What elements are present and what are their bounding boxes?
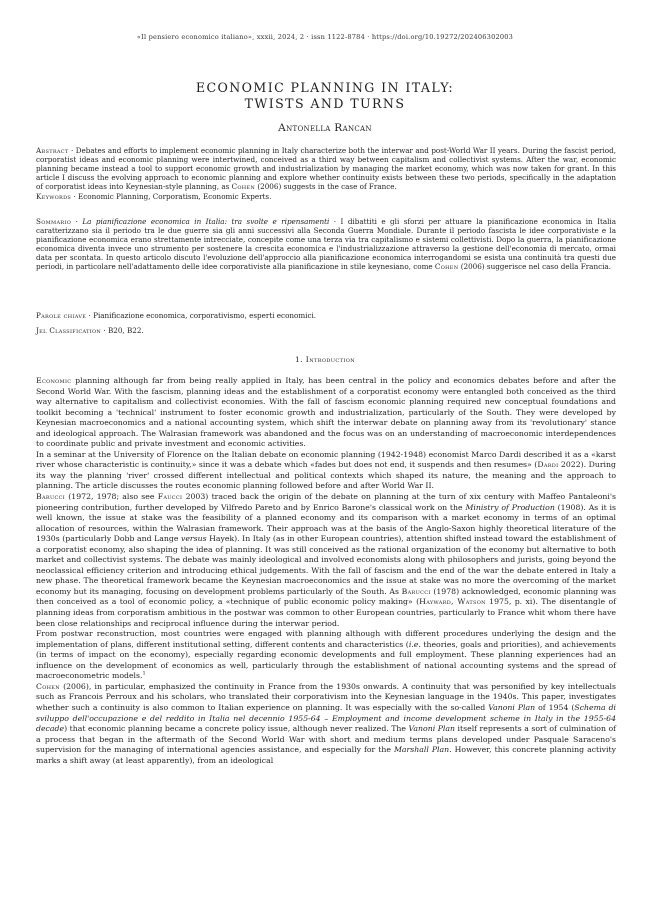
keywords-label: Keywords xyxy=(36,192,72,201)
title-line-2: TWISTS AND TURNS xyxy=(244,96,406,111)
section-heading: 1. Introduction xyxy=(294,355,356,364)
sommario-text: I dibattiti e gli sforzi per attuare la pianificazione economica in Italia caratterizzano sia il periodo tra le due guerre sia gli anni successivi alla Seconda Guerra Mondiale. Durante il periodo fascista le idee corporativiste e la pianificazione economica erano strettamente intrecciate, concepite come una terza via tra capitalismo e sistemi collettivisti. Dopo la guerra, la pianificazione economica diventa invece uno strumento per sostenere la crescita economica e l'industrializzazione attraverso la gestione dell'economia di mercato, ormai data per scontata. In questo articolo discuto l'evoluzione dell'approccio alla pianificazione economica interrogandomi se esista una continuità tra questi due periodi, in particolare nell'adattamento delle idee corporativiste alla pianificazione in stile keynesiano, come xyxy=(36,217,617,271)
sommario: Sommario · La pianificazione economica in Italia: tra svolte e ripensamenti · I dibattiti e gli sforzi per attuare la pianificazione economica in Italia caratterizzano sia il periodo tra le due guerre sia gli anni successivi alla Seconda Guerra Mondiale. Durante il periodo fascista le idee corporativiste e la pianificazione economica erano strettamente intrecciate, concepite come una terza via tra capitalismo e sistemi collettivisti. Dopo la guerra, la pianificazione economica diventa invece uno strumento per sostenere la crescita economica e l'industrializzazione attraverso la gestione dell'economia di mercato, ormai data per scontata. In questo articolo discuto l'evoluzione dell'approccio alla pianificazione economica interrogandomi se esista una continuità tra questi due periodi, in particolare nell'adattamento delle idee corporativiste alla pianificazione in stile keynesiano, come Cohen (2006) suggerisce nel caso della Francia. xyxy=(36,217,617,271)
title-line-1: ECONOMIC PLANNING IN ITALY: xyxy=(195,80,455,95)
keywords: Keywords · Economic Planning, Corporatism, Economic Experts. xyxy=(36,192,272,201)
citation: Barucci xyxy=(36,492,66,502)
jel-label: Jel Classification xyxy=(36,326,102,335)
citation: Faucci xyxy=(157,492,183,502)
paragraph-5: Cohen (2006), in particular, emphasized the continuity in France from the 1930s onwards. A continuity that was personified by key intellectuals such as Francois Perroux and his scholars, who translated their corporativism into the Keynesian language in the 1940s. This paper, investigates whether such a continuity is also common to Italian experience on planning. It was especially with the so-called Vanoni Plan of 1954 (Schema di sviluppo dell'occupazione e del reddito in Italia nel decennio 1955-64 – Employment and income development scheme in Italy in the 1955-64 decade) that economic planning became a concrete policy issue, although never realized. The Vanoni Plan itself represents a sort of culmination of a process that began in the aftermath of the Second World War with short and medium terms plans developed under Pasquale Saraceno's supervision for the managing of international agencies assistance, and especially for the Marshall Plan. However, this concrete planning activity marks a shift away (at least apparently), from an ideological xyxy=(36,681,617,765)
sommario-italian-title: La pianificazione economica in Italia: tra svolte e ripensamenti xyxy=(82,217,330,226)
article-title xyxy=(0,80,650,112)
abstract-label: Abstract xyxy=(36,146,69,155)
jel-text: B20, B22. xyxy=(107,326,144,335)
paragraph-1: Economic planning although far from being really applied in Italy, has been central in the policy and economics debates before and after the Second World War. With the fascism, planning ideas and the establishment of a corporatist economy were entangled both conceived as the third way alternative to capitalism and collectivist economies. With the fall of fascism economic planning required new conceptual foundations and toolkit becoming a 'technical' instrument to foster economic growth and industrialization, particularly of the South. They were developed by Keynesian macroeconomics and a national accounting system, which shift the interwar debate on planning away from its 'revolutionary' stance and ideological approach. The Walrasian framework was abandoned and the focus was on an understanding of macroeconomic interdependences to coordinate public and private investment and economic activities. xyxy=(36,376,616,449)
body-text xyxy=(36,376,616,766)
paragraph-3: Barucci (1972, 1978; also see Faucci 2003) traced back the origin of the debate on planning at the turn of xix century with Maffeo Pantaleoni's pioneering contribution, further developed by Vilfredo Pareto and by Enrico Barone's classical work on the Ministry of Production (1908). As it is well known, the issue at stake was the feasibility of a planned economy and its comparison with a market economy in terms of an optimal allocation of resources, within the Walrasian framework. Their approach was at the basis of the Anglo-Saxon highly theoretical literature of the 1930s (particularly Dobb and Lange versus Hayek). In Italy (as in other European countries), attention shifted instead toward the establishment of a corporatist economy, also shaping the idea of planning. It was still conceived as the rational organization of the economy but alternative to both market and collectivist systems. The debate was mainly ideological and involved economists along with philosophers and jurists, going beyond the neoclassical efficiency criterion and introducing ethical judgements. With the fall of fascism and the end of the war the debate entered in Italy a new phase. The theoretical framework became the Keynesian macroeconomics and the issue at stake was no more the overcoming of the market economy but its managing, focusing on development problems particularly of the South. As Barucci (1978) acknowledged, economic planning was then conceived as a tool of economic policy, a «technique of public economic policy making» (Hayward, Watson 1975, p. xi). The disentangle of planning ideas from corporatism ambitious in the postwar was common to other European countries, particularly to France whit whom there have been close relationships and reciprocal influence during the interwar period. xyxy=(36,492,616,628)
jel-classification: Jel Classification · B20, B22. xyxy=(36,326,144,335)
footnote-marker[interactable]: 1 xyxy=(142,670,146,677)
abstract-text: Debates and efforts to implement economic planning in Italy characterize both the interwar and post-World War II years. During the fascist period, corporatist ideas and economic planning were intertwined, conceived as a third way between capitalism and collectivist systems. After the war, economic planning became instead a tool to support economic growth and industrialization by managing the market economy, which was now taken for grant. In this article I discuss the evolving approach to economic planning and explore whether continuity exists between these two periods, specifically in the adaptation of corporatist ideas into Keynesian-style planning, as xyxy=(36,146,617,191)
citation: Cohen xyxy=(231,181,256,191)
citation: Barucci xyxy=(401,586,431,596)
parole-label: Parole chiave xyxy=(36,311,87,320)
abstract: Abstract · Debates and efforts to implement economic planning in Italy characterize both the interwar and post-World War II years. During the fascist period, corporatist ideas and economic planning were intertwined, conceived as a third way between capitalism and collectivist systems. After the war, economic planning became instead a tool to support economic growth and industrialization by managing the market economy, which was now taken for grant. In this article I discuss the evolving approach to economic planning and explore whether continuity exists between these two periods, specifically in the adaptation of corporatist ideas into Keynesian-style planning, as Cohen (2006) suggests in the case of France. xyxy=(36,146,617,191)
citation: Hayward, Watson xyxy=(419,597,486,607)
citation: Cohen xyxy=(36,681,60,691)
paragraph-2: In a seminar at the University of Florence on the Italian debate on economic planning (1942-1948) economist Marco Dardi described it as a «karst river whose characteristic is continuity,» since it was a debate which «fades but does not end, it suspends and then resumes» (Dardi 2022). During its way the planning 'river' crossed different intellectual and political contexts which shaped its nature, the meaning and the approach to planning. The article discusses the routes economic planning followed before and after World War II. xyxy=(36,449,616,491)
citation: Dardi xyxy=(537,460,559,470)
sommario-label: Sommario xyxy=(36,217,72,226)
paragraph-4: From postwar reconstruction, most countries were engaged with planning although with different procedures underlying the design and the implementation of plans, different institutional setting, different contents and characteristics (i.e. theories, goals and priorities), and achievements (in terms of impact on the economy), especially regarding economic developments and full employment. These planning experiences had an influence on the development of economics as well, particularly through the establishment of national accounting systems and the spread of macroeconometric models.$^1$ xyxy=(36,629,616,681)
keywords-text: Economic Planning, Corporatism, Economic Experts. xyxy=(78,192,272,201)
author-name: Antonella Rancan xyxy=(278,122,372,134)
running-head: «Il pensiero economico italiano», xxxii, 2024, 2 · issn 1122-8784 · https://doi.org/10.19272/202406302003 xyxy=(136,33,514,41)
citation: Cohen xyxy=(434,261,459,271)
parole-chiave: Parole chiave · Pianificazione economica, corporativismo, esperti economici. xyxy=(36,311,317,320)
parole-text: Pianificazione economica, corporativismo, esperti economici. xyxy=(93,311,317,320)
